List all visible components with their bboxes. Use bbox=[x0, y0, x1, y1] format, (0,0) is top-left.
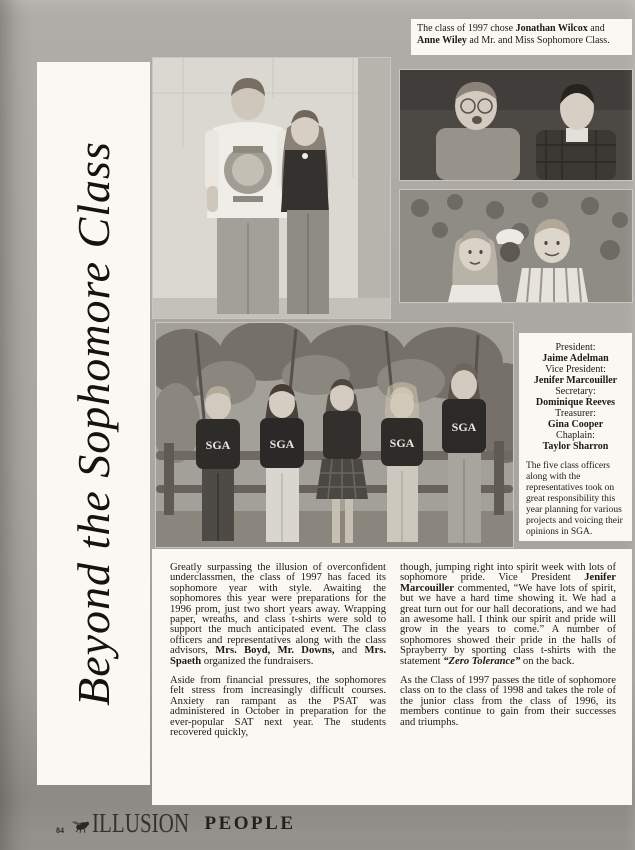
article-column-left bbox=[170, 563, 386, 795]
people-section-label: PEOPLE bbox=[204, 812, 296, 834]
officer-role: Vice President: bbox=[545, 364, 606, 375]
sga-shirt-text: SGA bbox=[389, 436, 415, 450]
sidebar-title-box bbox=[37, 62, 150, 785]
couple-photo-illustration bbox=[153, 58, 390, 318]
sga-shirt-text: SGA bbox=[451, 420, 477, 434]
officers-box bbox=[519, 333, 632, 541]
sga-shirt-text: SGA bbox=[269, 437, 295, 451]
officer-role: President: bbox=[555, 342, 596, 353]
sga-shirt-text: SGA bbox=[205, 438, 231, 452]
officer-name: Taylor Sharron bbox=[542, 441, 609, 452]
sga-photo-illustration bbox=[156, 323, 513, 547]
fly-icon bbox=[72, 818, 90, 834]
boys-photo-illustration bbox=[400, 70, 632, 180]
paragraph: Greatly surpassing the illusion of overconfident underclassmen, the class of 1997 has faced its sophomore year with style. Awaiting the sophomores this year were preparations for the 1996 prom, just two short years away. Wrapping paper, wreaths, and class t-shirts were sold to support the much anticipated event. The class officers and representatives along with the class advisors, Mrs. Boyd, Mr. Downs, and Mrs. Spaeth organized the fundraisers. bbox=[170, 562, 386, 667]
article-box bbox=[152, 549, 632, 805]
officer-name: Jenifer Marcouiller bbox=[533, 375, 618, 386]
officer-name: Gina Cooper bbox=[547, 419, 604, 430]
footer bbox=[0, 806, 635, 850]
photo-two-girls bbox=[400, 190, 632, 302]
page-number: 84 bbox=[56, 826, 64, 835]
officer-role: Chaplain: bbox=[556, 430, 595, 441]
article-column-right bbox=[400, 563, 616, 795]
officer-role: Secretary: bbox=[555, 386, 596, 397]
illusion-logo: ILLUSION bbox=[92, 808, 190, 838]
paragraph: Aside from financial pressures, the sophomores felt stress from increasingly difficult courses. Anxiety ran rampant as the PSAT was administered in October in preparation for the ever-popular SAT next year. The students recovered quickly, bbox=[170, 675, 386, 739]
photo-mr-miss-sophomore bbox=[153, 58, 390, 318]
paragraph: though, jumping right into spirit week with lots of sophomore pride. Vice President Jenifer Marcouiller commented, “We have lots of spirit, but we have a hard time showing it. We had a great turn out for our hall decorations, and we had an awesome hall. I think our spirit and pride will grow in the years to come.” A number of sophomores showed their pride in the halls of Sprayberry by sporting class t-shirts with the statement “Zero Tolerance” on the back. bbox=[400, 562, 616, 667]
officer-figure-4 bbox=[381, 382, 423, 542]
officers-caption: The five class officers along with the representatives took on great responsibility this year planning for various projects and voicing their opinions in SGA. bbox=[526, 461, 623, 537]
footer-logo-row bbox=[72, 808, 296, 839]
girls-photo-illustration bbox=[400, 190, 632, 302]
officer-name: Dominique Reeves bbox=[535, 397, 616, 408]
paragraph: As the Class of 1997 passes the title of sophomore class on to the class of 1998 and takes the role of the junior class from the class of 1996, its members continue to gain from their successes and triumphs. bbox=[400, 675, 616, 728]
photo-two-boys bbox=[400, 70, 632, 180]
photo-sga-officers bbox=[156, 323, 513, 547]
page-title: Beyond the Sophomore Class bbox=[68, 141, 119, 706]
officer-role: Treasurer: bbox=[555, 408, 596, 419]
mr-miss-caption: The class of 1997 chose Jonathan Wilcox and Anne Wiley ad Mr. and Miss Sophomore Class. bbox=[411, 19, 632, 55]
girl-figure bbox=[281, 110, 329, 314]
plaid-skirt bbox=[316, 459, 368, 499]
officer-name: Jaime Adelman bbox=[542, 353, 609, 364]
